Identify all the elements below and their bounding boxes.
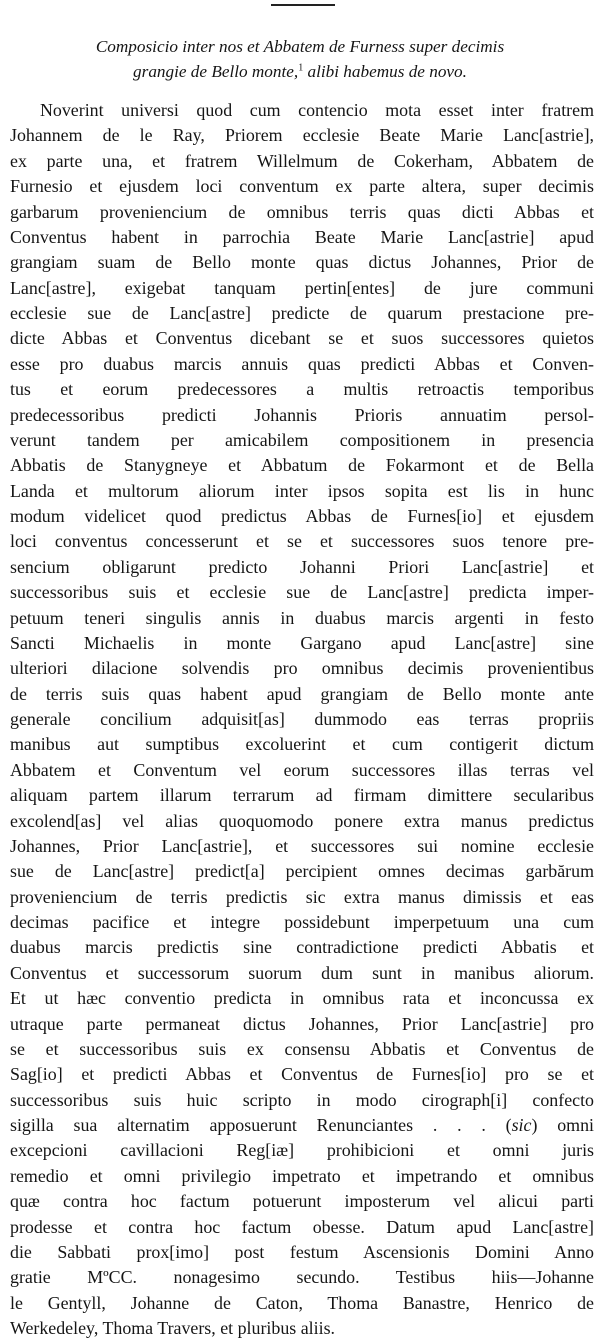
text-line: le Gentyll, Johanne de Caton, Thoma Banastre, Henrico de [10, 1292, 594, 1313]
text-line: prodesse et contra hoc factum obesse. Datum apud Lanc[astre] [10, 1216, 594, 1237]
text-line: loci conventus concesserunt et se et successores suos tenore pre- [10, 531, 594, 552]
text-line: Conventus habent in parrochia Beate Marie Lanc[astrie] apud [10, 226, 594, 247]
text-line: manibus aut sumptibus excoluerint et cum contigerit dictum [10, 734, 594, 755]
heading-line-2-text: grangie de Bello monte, [133, 62, 299, 81]
text-line: quæ contra hoc factum potuerunt imposterum vel alicui parti [10, 1191, 594, 1212]
charter-body [10, 98, 594, 1341]
text-line: generale concilium adquisit[as] dummodo eas terras propriis [10, 709, 594, 729]
text-segment: ) omni [531, 1115, 594, 1135]
text-line: Landa et multorum aliorum inter ipsos sopita est lis in hunc [10, 480, 594, 501]
text-line: successoribus suis huic scripto in modo cirograph[i] confecto [10, 1089, 594, 1110]
text-line: modum videlicet quod predictus Abbas de Furnes[io] et ejusdem [10, 506, 594, 526]
text-line: remedio et omni privilegio impetrato et impetrando et omnibus [10, 1165, 594, 1186]
text-line: dicte Abbas et Conventus dicebant se et suos successores quietos [10, 328, 594, 349]
top-rule [271, 4, 335, 6]
text-line: Abbatis de Stanygneye et Abbatum de Fokarmont et de Bella [10, 455, 594, 476]
text-line-with-sic [10, 1113, 594, 1138]
text-line: verunt tandem per amicabilem compositionem in presencia [10, 429, 594, 450]
text-line: de terris suis quas habent apud grangiam de Bello monte ante [10, 683, 594, 704]
heading-line-2 [14, 59, 586, 84]
text-line: Abbatem et Conventum vel eorum successores illas terras vel [10, 759, 594, 780]
text-line: Werkedeley, Thoma Travers, et pluribus aliis. [10, 1318, 335, 1338]
text-line: gratie MºCC. nonagesimo secundo. Testibus hiis—Johanne [10, 1267, 594, 1288]
text-line: successoribus suis et ecclesie sue de Lanc[astre] predicta imper- [10, 582, 594, 603]
text-line: Conventus et successorum suorum dum sunt in manibus aliorum. [10, 962, 594, 983]
text-line: excolend[as] vel alias quoquomodo ponere extra manus predictus [10, 810, 594, 831]
footnote-mark: 1 [298, 62, 304, 74]
text-line: duabus marcis predictis sine contradictione predicti Abbatis et [10, 937, 594, 958]
text-line: ecclesie sue de Lanc[astre] predicte de quarum prestacione pre- [10, 303, 594, 323]
text-line: sencium obligarunt predicto Johanni Priori Lanc[astrie] et [10, 556, 594, 577]
text-line: tus et eorum predecessores a multis retroactis temporibus [10, 379, 594, 400]
text-line: Noverint universi quod cum contencio mota esset inter fratrem [40, 100, 594, 120]
text-line: Johannem de le Ray, Priorem ecclesie Beate Marie Lanc[astrie], [10, 125, 594, 146]
text-line: proveniencium de terris predictis sic extra manus dimissis et eas [10, 886, 594, 907]
text-line: garbarum proveniencium de omnibus terris quas dicti Abbas et [10, 201, 594, 222]
text-line: Lanc[astre], exigebat tanquam pertin[entes] de jure communi [10, 277, 594, 298]
text-line: decimas pacifice et integre possidebunt imperpetuum una cum [10, 912, 594, 932]
text-line: Et ut hæc conventio predicta in omnibus rata et inconcussa ex [10, 988, 594, 1009]
text-line: Sancti Michaelis in monte Gargano apud Lanc[astre] sine [10, 632, 594, 653]
text-line: grangiam suam de Bello monte quas dictus Johannes, Prior de [10, 252, 594, 273]
text-line: ex parte una, et fratrem Willelmum de Cokerham, Abbatem de [10, 150, 594, 171]
text-line: Johannes, Prior Lanc[astrie], et successores sui nomine ecclesie [10, 835, 594, 856]
text-segment: sigilla sua alternatim apposuerunt Renunciantes . . . ( [10, 1115, 512, 1135]
text-line: Sag[io] et predicti Abbas et Conventus de Furnes[io] pro se et [10, 1064, 594, 1085]
text-line: excepcioni cavillacioni Reg[iæ] prohibicioni et omni juris [10, 1140, 594, 1161]
heading-line-2-rest: alibi habemus de novo. [303, 62, 467, 81]
text-line: esse pro duabus marcis annuis quas predicti Abbas et Conven- [10, 353, 594, 374]
text-line: utraque parte permaneat dictus Johannes, Prior Lanc[astrie] pro [10, 1013, 594, 1034]
text-line: Furnesio et ejusdem loci conventum ex parte altera, super decimis [10, 176, 594, 197]
document-heading [14, 34, 586, 84]
text-line: predecessoribus predicti Johannis Prioris annuatim persol- [10, 404, 594, 425]
text-line: ulteriori dilacione solvendis pro omnibus decimis provenientibus [10, 658, 594, 679]
text-line: petuum teneri singulis annis in duabus marcis argenti in festo [10, 607, 594, 628]
sic-italic: sic [511, 1115, 532, 1135]
text-line: sue de Lanc[astre] predict[a] percipient omnes decimas garbărum [10, 861, 594, 882]
text-line: die Sabbati prox[imo] post festum Ascensionis Domini Anno [10, 1241, 594, 1262]
heading-line-1: Composicio inter nos et Abbatem de Furness super decimis [95, 37, 505, 56]
text-line: aliquam partem illarum terrarum ad firmam dimittere secularibus [10, 785, 594, 806]
text-line: se et successoribus suis ex consensu Abbatis et Conventus de [10, 1038, 594, 1059]
